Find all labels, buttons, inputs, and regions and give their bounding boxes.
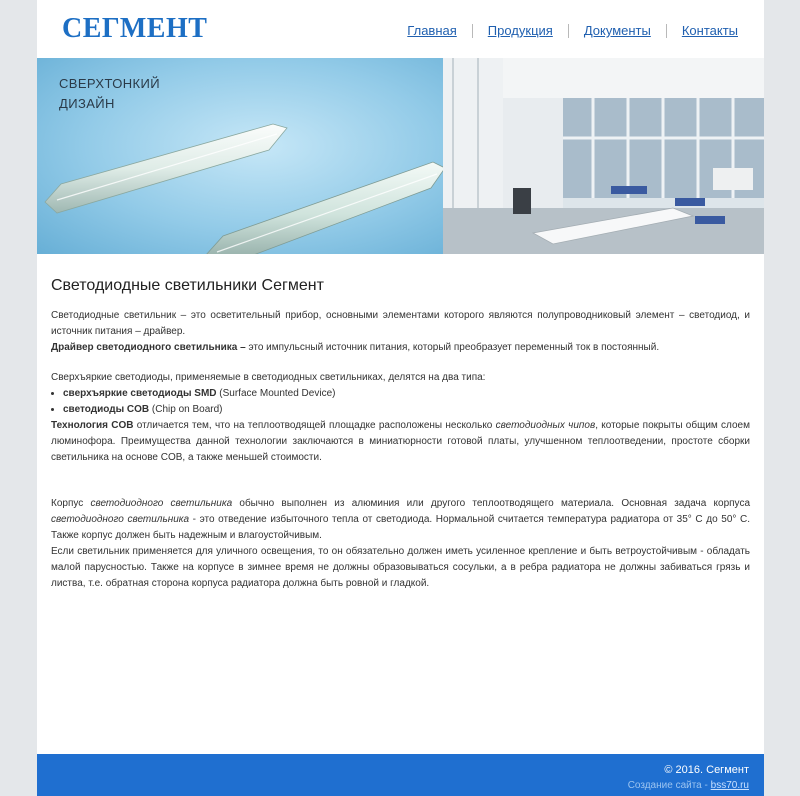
paragraph-street: Если светильник применяется для уличного освещения, то он обязательно должен иметь усиленное крепление и быть ветроустойчивым - обладать малой парусностью. Также на корпусе в зимнее время не должны образовываться сосульки, а в ребра радиатора не должны забиваться грязь и листва, т.е. обратная сторона корпуса радиатора должна быть ровной и гладкой. (51, 546, 750, 589)
paragraph-cob (51, 418, 750, 466)
nav-separator (472, 24, 473, 38)
paragraph-driver (51, 340, 750, 356)
paragraph-housing (51, 496, 750, 544)
page-title: Светодиодные светильники Сегмент (51, 277, 324, 294)
nav-separator (666, 24, 667, 38)
site-footer (37, 754, 764, 796)
driver-term: Драйвер светодиодного светильника – (51, 342, 246, 353)
hero-banner (37, 58, 764, 254)
driver-definition: это импульсный источник питания, который преобразует переменный ток в постоянный. (245, 342, 660, 353)
list-item (63, 402, 750, 418)
led-panels-illustration (37, 58, 443, 254)
banner-product-image (37, 58, 443, 254)
developer-link[interactable]: bss70.ru (710, 780, 749, 791)
housing-text-b: обычно выполнен из алюминия или другого теплоотводящего материала. Основная задача корпуса (232, 498, 751, 509)
nav-separator (568, 24, 569, 38)
list-item (63, 386, 750, 402)
main-content (51, 276, 750, 592)
developer-credit (628, 780, 749, 791)
page-container (37, 0, 764, 796)
banner-tagline-line2: ДИЗАЙН (59, 96, 115, 111)
nav-link-documents[interactable]: Документы (583, 23, 651, 38)
paragraph-types: Сверхъяркие светодиоды, применяемые в светодиодных светильниках, делятся на два типа: (51, 372, 486, 383)
list-item-cob-desc: (Chip on Board) (149, 404, 223, 415)
nav-link-products[interactable]: Продукция (487, 23, 553, 38)
housing-emphasis-1: светодиодного светильника (90, 498, 233, 509)
paragraph-intro: Светодиодные светильник – это осветительный прибор, основными элементами которого являются полупроводниковый элемент – светодиод, и источник питания – драйвер. (51, 310, 750, 337)
cob-term: Технология COB (51, 420, 134, 431)
list-item-cob-term: светодиоды COB (63, 404, 150, 415)
cob-text-a: отличается тем, что на теплоотводящей площадке расположены несколько (133, 420, 496, 431)
office-interior-illustration (443, 58, 764, 254)
nav-link-home[interactable]: Главная (407, 23, 457, 38)
list-item-smd-desc: (Surface Mounted Device) (216, 388, 336, 399)
cob-text-b: , которые покрыты общим слоем люминофора. Преимущества данной технологии заключаются в миниатюрности готовой платы, улучшенном теплоотведении, простоте сборки светильника на основе COB, а также меньшей стоимости. (51, 420, 750, 463)
housing-emphasis-2: светодиодного светильника (51, 514, 190, 525)
led-types-list (51, 386, 750, 418)
list-item-smd-term: сверхъяркие светодиоды SMD (63, 388, 217, 399)
housing-text-c: - это отведение избыточного тепла от светодиода. Нормальной считается температура радиатора от 35° С до 50° С. Также корпус должен быть надежным и влагоустойчивым. (51, 514, 751, 541)
spacer (51, 466, 750, 496)
spacer (51, 356, 750, 370)
banner-tagline-line1: СВЕРХТОНКИЙ (59, 76, 161, 91)
housing-text-a: Корпус (51, 498, 91, 509)
main-nav (407, 23, 738, 38)
cob-emphasis: светодиодных чипов (495, 420, 596, 431)
copyright-text: © 2016. Сегмент (664, 764, 749, 776)
site-header (37, 0, 764, 58)
site-logo[interactable]: СЕГМЕНТ (62, 13, 208, 44)
nav-link-contacts[interactable]: Контакты (681, 23, 738, 38)
developer-credit-label: Создание сайта - (627, 780, 711, 791)
banner-office-image (443, 58, 764, 254)
